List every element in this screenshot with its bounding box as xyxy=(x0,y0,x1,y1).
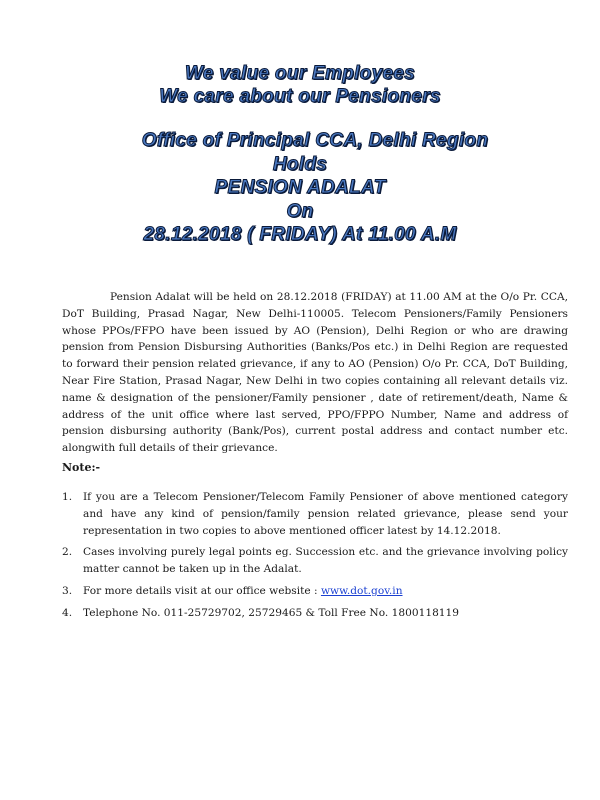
banner-line-office: Office of Principal CCA, Delhi Region xyxy=(141,130,489,151)
website-link[interactable]: www.dot.gov.in xyxy=(320,584,403,597)
note-label: Note:- xyxy=(62,461,101,474)
banner-line-pension-adalat: PENSION ADALAT xyxy=(214,177,386,198)
note-item-2 xyxy=(62,544,568,578)
banner-line-on: On xyxy=(286,201,314,222)
note-number: 3. xyxy=(62,584,73,597)
note-text: Telephone No. 011-25729702, 25729465 & Toll Free No. 1800118119 xyxy=(83,606,460,619)
note-item-4 xyxy=(62,605,568,622)
note-text: If you are a Telecom Pensioner/Telecom Family Pensioner of above mentioned category and have any kind of pension/family pension related grievance, please send your representation in two copies to above mentioned officer latest by 14.12.2018. xyxy=(83,491,568,537)
banner-line-employees: We value our Employees xyxy=(184,63,416,84)
body-paragraph: Pension Adalat will be held on 28.12.2018 (FRIDAY) at 11.00 AM at the O/o Pr. CCA, DoT Building, Prasad Nagar, New Delhi-110005. Telecom Pensioners/Family Pensioners whose PPOs/FFPO have been issued by AO (Pension), Delhi Region or who are drawing pension from Pension Disbursing Authorities (Banks/Pos etc.) in Delhi Region are requested to forward their pension related grievance, if any to AO (Pension) O/o Pr. CCA, DoT Building, Near Fire Station, Prasad Nagar, New Delhi in two copies containing all relevant details viz. name & designation of the pensioner/Family pensioner , date of retirement/death, Name & address of the unit office where last served, PPO/FPPO Number, Name and address of pension disbursing authority (Bank/Pos), current postal address and contact number etc. alongwith full details of their grievance. xyxy=(62,291,568,455)
note-number: 1. xyxy=(62,491,73,503)
banner-line-date: 28.12.2018 ( FRIDAY) At 11.00 A.M xyxy=(143,224,457,245)
banner-line-pensioners: We care about our Pensioners xyxy=(159,86,441,107)
notes-list xyxy=(62,489,568,627)
note-text: Cases involving purely legal points eg. Succession etc. and the grievance involving policy matter cannot be taken up in the Adalat. xyxy=(83,546,568,576)
note-number: 2. xyxy=(62,546,73,559)
note-text: For more details visit at our office website : xyxy=(83,584,321,597)
note-item-3 xyxy=(62,583,568,600)
banner-line-holds: Holds xyxy=(272,154,328,175)
note-item-1 xyxy=(62,489,568,539)
note-number: 4. xyxy=(62,606,73,619)
